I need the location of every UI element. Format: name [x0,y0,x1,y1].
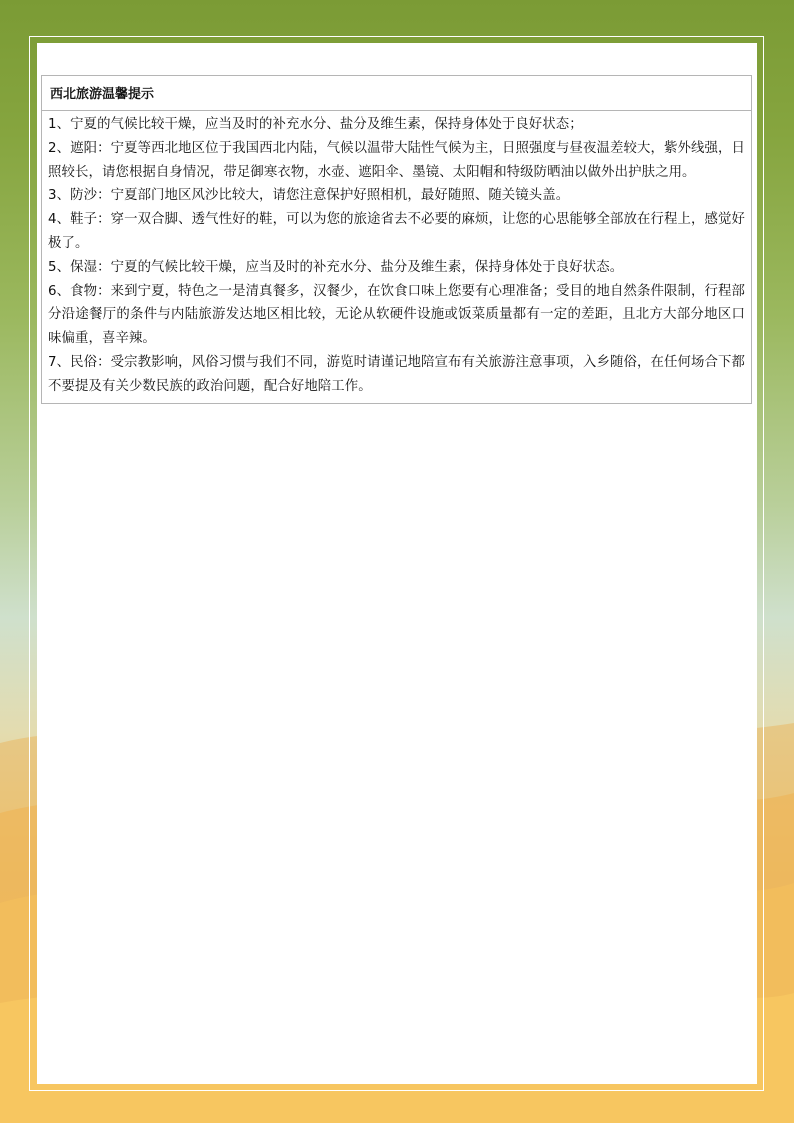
tips-title: 西北旅游温馨提示 [42,76,751,111]
tip-item-3: 3、防沙：宁夏部门地区风沙比较大，请您注意保护好照相机，最好随照、随关镜头盖。 [48,188,570,204]
tip-item-2: 2、遮阳：宁夏等西北地区位于我国西北内陆，气候以温带大陆性气候为主，日照强度与昼夜温差较大，紫外线强，日照较长，请您根据自身情况，带足御寒衣物，水壶、遮阳伞、墨镜、太阳帽和特级防晒油以做外出护肤之用。 [48,140,745,180]
tip-item-5: 5、保湿：宁夏的气候比较干燥，应当及时的补充水分、盐分及维生素，保持身体处于良好状态。 [48,259,624,275]
tips-table [41,75,752,404]
document-page [37,43,757,1084]
tip-item-4: 4、鞋子：穿一双合脚、透气性好的鞋，可以为您的旅途省去不必要的麻烦，让您的心思能够全部放在行程上，感觉好极了。 [48,212,745,251]
tip-item-7: 7、民俗：受宗教影响，风俗习惯与我们不同，游览时请谨记地陪宣布有关旅游注意事项，入乡随俗，在任何场合下都不要提及有关少数民族的政治问题，配合好地陪工作。 [48,354,745,394]
tip-item-1: 1、宁夏的气候比较干燥，应当及时的补充水分、盐分及维生素，保持身体处于良好状态； [48,117,583,132]
tip-item-6: 6、食物：来到宁夏，特色之一是清真餐多，汉餐少，在饮食口味上您要有心理准备；受目的地自然条件限制，行程部分沿途餐厅的条件与内陆旅游发达地区相比较，无论从软硬件设施或饭菜质量都有一定的差距，且北方大部分地区口味偏重，喜辛辣。 [48,283,745,347]
tips-body [42,111,751,403]
